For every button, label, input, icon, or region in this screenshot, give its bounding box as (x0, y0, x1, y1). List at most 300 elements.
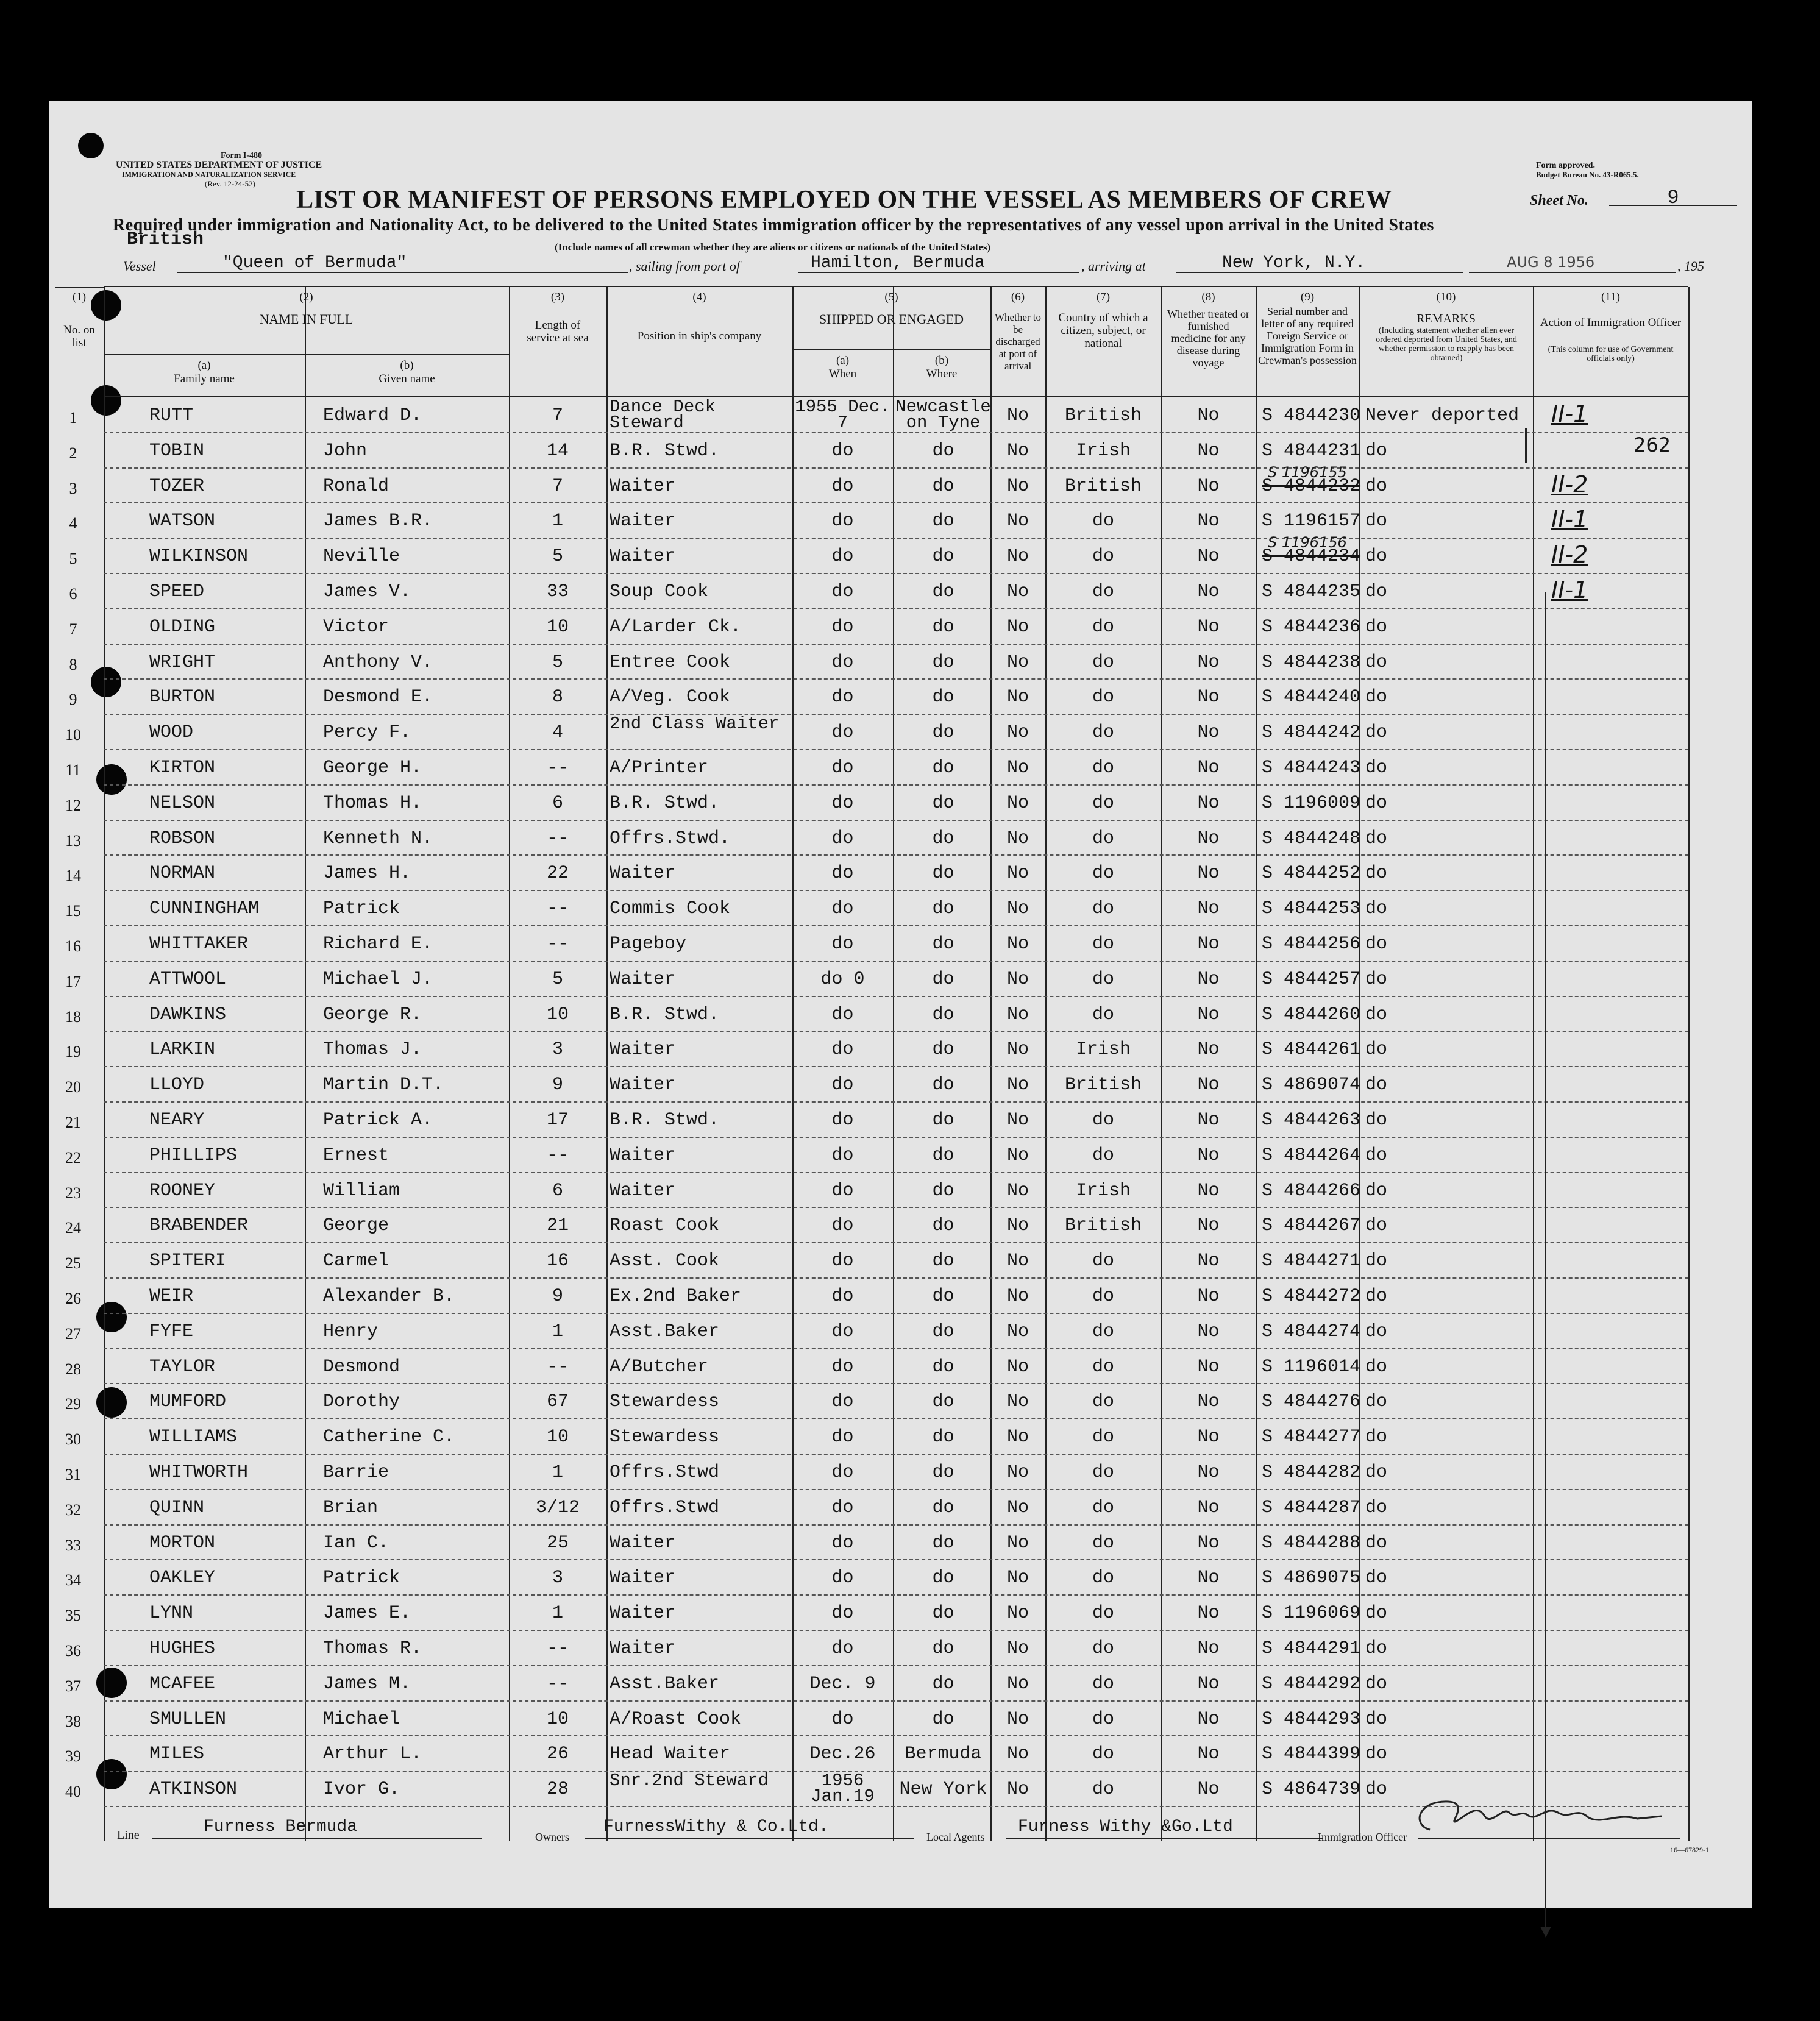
cell-treated: No (1197, 1215, 1220, 1237)
cell-discharged: No (1006, 581, 1029, 602)
cell-service: 9 (552, 1074, 563, 1096)
cell-remarks: Never deported (1365, 405, 1520, 426)
cell-given: Michael (323, 1708, 400, 1730)
cell-where: do (932, 1638, 954, 1659)
cell-treated: No (1197, 1462, 1220, 1483)
cell-given: Thomas R. (323, 1638, 422, 1659)
budget-bureau: Budget Bureau No. 43-R065.5. (1536, 170, 1639, 179)
cell-treated: No (1197, 440, 1220, 461)
cell-where: do (932, 863, 954, 884)
cell-discharged: No (1006, 1251, 1029, 1272)
cell-discharged: No (1006, 828, 1029, 849)
col5a-header: When (828, 368, 857, 380)
cell-treated: No (1197, 1286, 1220, 1307)
cell-serial: S 4844271 (1262, 1251, 1361, 1272)
cell-serial: S 4844277 (1262, 1427, 1361, 1448)
cell-discharged: No (1006, 616, 1029, 638)
cell-country: do (1092, 1391, 1114, 1413)
cell-position: Offrs.Stwd (610, 1497, 720, 1518)
sheet-number-label: Sheet No. (1530, 193, 1588, 208)
table-row (65, 1172, 1688, 1209)
cell-remarks: do (1365, 1603, 1388, 1624)
row-number: 23 (65, 1184, 81, 1202)
cell-treated: No (1197, 863, 1220, 884)
col9-number: (9) (1300, 291, 1315, 304)
cell-country: do (1092, 616, 1114, 638)
cell-treated: No (1197, 1744, 1220, 1765)
cell-treated: No (1197, 1708, 1220, 1730)
cell-when: do (831, 581, 854, 602)
cell-discharged: No (1006, 1145, 1029, 1166)
cell-treated: No (1197, 1497, 1220, 1518)
cell-when: do (831, 1074, 854, 1096)
cell-serial: S 4844264 (1262, 1145, 1361, 1166)
cell-where: Newcastle on Tyne (895, 397, 991, 433)
cell-treated: No (1197, 581, 1220, 602)
row-number: 17 (65, 972, 81, 990)
cell-where: do (932, 934, 954, 954)
cell-when: do (831, 758, 854, 778)
cell-country: British (1064, 405, 1142, 426)
cell-given: Ronald (323, 475, 389, 497)
cell-serial: S 4844232 (1262, 475, 1361, 497)
row-number: 11 (65, 761, 81, 779)
col9-header: Serial number and letter of any required Foreign Service or Immigration Form in Crewman's possession (1258, 305, 1357, 366)
cell-when: do (831, 1356, 854, 1377)
cell-discharged: No (1006, 792, 1029, 814)
cell-remarks: do (1365, 1532, 1388, 1554)
cell-when: do (831, 1286, 854, 1307)
cell-when: do (831, 934, 854, 954)
cell-position: Waiter (610, 1603, 676, 1624)
cell-service: 14 (546, 440, 569, 461)
department-name: UNITED STATES DEPARTMENT OF JUSTICE (116, 160, 322, 170)
cell-serial: S 1196069 (1262, 1603, 1361, 1624)
cell-family: WRIGHT (149, 652, 216, 673)
cell-remarks: do (1365, 1110, 1388, 1131)
cell-remarks: do (1365, 1673, 1388, 1694)
action-mark: II-1 (1551, 577, 1588, 603)
table-row (69, 463, 1688, 504)
cell-country: do (1092, 828, 1114, 849)
cell-country: do (1092, 863, 1114, 884)
cell-service: -- (546, 758, 569, 778)
footer-line-field: Furness Bermuda (152, 1817, 482, 1839)
cell-serial: S 4844261 (1262, 1039, 1361, 1060)
cell-country: do (1092, 1427, 1114, 1448)
cell-family: WATSON (149, 511, 216, 532)
row-number: 38 (65, 1712, 81, 1730)
cell-given: Richard E. (323, 934, 433, 954)
table-row (65, 1101, 1688, 1138)
cell-position: Stewardess (610, 1427, 720, 1448)
cell-country: do (1092, 722, 1114, 744)
cell-family: WILKINSON (149, 546, 249, 567)
table-row (65, 1665, 1688, 1702)
row-number: 6 (69, 585, 77, 603)
cell-treated: No (1197, 1603, 1220, 1624)
cell-discharged: No (1006, 1744, 1029, 1765)
row-number: 13 (65, 831, 81, 850)
arrival-port-field: New York, N.Y. (1176, 254, 1463, 273)
cell-country: do (1092, 898, 1114, 920)
cell-when: do (831, 1039, 854, 1060)
cell-treated: No (1197, 1779, 1220, 1800)
cell-country: do (1092, 968, 1114, 990)
serial-correction: S 1196156 (1268, 534, 1347, 552)
cell-treated: No (1197, 1427, 1220, 1448)
cell-remarks: do (1365, 968, 1388, 990)
cell-remarks: do (1365, 898, 1388, 920)
cell-serial: S 4869074 (1262, 1074, 1361, 1096)
cell-country: Irish (1075, 1180, 1131, 1201)
cell-country: do (1092, 546, 1114, 567)
cell-service: -- (546, 1673, 569, 1694)
cell-treated: No (1197, 1321, 1220, 1342)
cell-country: do (1092, 1638, 1114, 1659)
cell-where: do (932, 1532, 954, 1554)
cell-given: John (323, 440, 368, 461)
row-number: 30 (65, 1430, 81, 1449)
cell-treated: No (1197, 405, 1220, 426)
table-row (65, 1630, 1688, 1666)
table-row (65, 996, 1688, 1032)
cell-service: -- (546, 1638, 569, 1659)
cell-given: Brian (323, 1497, 379, 1518)
cell-country: do (1092, 1321, 1114, 1342)
cell-country: British (1064, 1215, 1142, 1237)
col5b-number: (b) (934, 354, 949, 367)
cell-discharged: No (1006, 758, 1029, 778)
cell-serial: S 4844266 (1262, 1180, 1361, 1201)
cell-remarks: do (1365, 1638, 1388, 1659)
cell-country: Irish (1075, 440, 1131, 461)
cell-family: OLDING (149, 616, 216, 638)
cell-position: Asst. Cook (610, 1251, 720, 1272)
cell-service: 1 (552, 1462, 563, 1483)
cell-where: do (932, 1145, 954, 1166)
cell-discharged: No (1006, 687, 1029, 708)
row-number: 27 (65, 1324, 81, 1343)
cell-serial: S 4844291 (1262, 1638, 1361, 1659)
cell-family: SPITERI (149, 1251, 227, 1272)
cell-remarks: do (1365, 687, 1388, 708)
cell-discharged: No (1006, 405, 1029, 426)
cell-where: do (932, 511, 954, 532)
annotation-262: 262 (1633, 433, 1671, 456)
cell-serial: S 4844288 (1262, 1532, 1361, 1554)
cell-where: do (932, 1039, 954, 1060)
cell-when: do (831, 616, 854, 638)
cell-position: Waiter (610, 1145, 676, 1166)
cell-country: do (1092, 792, 1114, 814)
vessel-label: Vessel (123, 258, 156, 274)
table-row (65, 1524, 1688, 1561)
cell-remarks: do (1365, 1286, 1388, 1307)
cell-family: FYFE (149, 1321, 194, 1342)
cell-treated: No (1197, 1391, 1220, 1413)
cell-discharged: No (1006, 1215, 1029, 1237)
cell-family: TOBIN (149, 440, 205, 461)
cell-service: 10 (546, 1004, 569, 1025)
cell-where: do (932, 758, 954, 778)
cell-discharged: No (1006, 1004, 1029, 1025)
table-row (65, 784, 1688, 821)
col7-number: (7) (1096, 291, 1111, 304)
col8-number: (8) (1201, 291, 1215, 304)
cell-remarks: do (1365, 1356, 1388, 1377)
cell-treated: No (1197, 1568, 1220, 1589)
cell-where: do (932, 1603, 954, 1624)
cell-position: A/Larder Ck. (610, 616, 742, 638)
cell-remarks: do (1365, 792, 1388, 814)
cell-service: 21 (546, 1215, 569, 1237)
row-number: 8 (69, 655, 77, 673)
cell-discharged: No (1006, 475, 1029, 497)
manifest-sheet (49, 101, 1752, 1908)
cell-serial: S 4844243 (1262, 758, 1361, 778)
cell-discharged: No (1006, 1391, 1029, 1413)
cell-country: do (1092, 1356, 1114, 1377)
cell-position: Head Waiter (610, 1744, 731, 1765)
punch-hole (78, 133, 104, 158)
table-row (69, 644, 1688, 680)
cell-discharged: No (1006, 1497, 1029, 1518)
cell-when: Dec.26 (809, 1744, 876, 1765)
cell-given: Carmel (323, 1251, 389, 1272)
cell-where: do (932, 1708, 954, 1730)
cell-remarks: do (1365, 863, 1388, 884)
cell-position: Asst.Baker (610, 1321, 720, 1342)
cell-discharged: No (1006, 1638, 1029, 1659)
cell-given: William (323, 1180, 400, 1201)
row-number: 32 (65, 1501, 81, 1519)
cell-serial: S 4844230 (1262, 405, 1361, 426)
cell-serial: S 4844276 (1262, 1391, 1361, 1413)
cell-discharged: No (1006, 652, 1029, 673)
cell-when: do (831, 1708, 854, 1730)
cell-where: do (932, 1497, 954, 1518)
action-mark: II-1 (1551, 506, 1588, 533)
cell-when: do (831, 1497, 854, 1518)
arrival-date-field (1469, 254, 1676, 273)
cell-country: do (1092, 1603, 1114, 1624)
cell-serial: S 4844272 (1262, 1286, 1361, 1307)
cell-position: Waiter (610, 1074, 676, 1096)
row-number: 24 (65, 1219, 81, 1237)
cell-remarks: do (1365, 581, 1388, 602)
cell-remarks: do (1365, 652, 1388, 673)
cell-family: WHITTAKER (149, 934, 249, 954)
cell-position: Roast Cook (610, 1215, 720, 1237)
cell-given: Neville (323, 546, 400, 567)
cell-position: Offrs.Stwd (610, 1462, 720, 1483)
cell-service: 22 (546, 863, 569, 884)
cell-family: PHILLIPS (149, 1145, 238, 1166)
cell-serial: S 1196009 (1262, 792, 1361, 814)
cell-serial: S 4844253 (1262, 898, 1361, 920)
footer-owners-field: FurnessWithy & Co.Ltd. (585, 1817, 914, 1839)
cell-given: Catherine C. (323, 1427, 455, 1448)
cell-family: BRABENDER (149, 1215, 249, 1237)
cell-given: Dorothy (323, 1391, 400, 1413)
cell-given: Thomas J. (323, 1039, 422, 1060)
cell-remarks: do (1365, 1568, 1388, 1589)
footer-line-label: Line (117, 1828, 140, 1842)
col11-number: (11) (1601, 291, 1620, 304)
cell-treated: No (1197, 898, 1220, 920)
manifest-title: LIST OR MANIFEST OF PERSONS EMPLOYED ON THE VESSEL AS MEMBERS OF CREW (296, 186, 1392, 214)
cell-discharged: No (1006, 1568, 1029, 1589)
col2a-header: Family name (174, 372, 235, 385)
cell-where: do (932, 1110, 954, 1131)
cell-position: A/Roast Cook (610, 1708, 742, 1730)
row-number: 28 (65, 1360, 81, 1378)
cell-given: Desmond E. (323, 687, 433, 708)
col4-number: (4) (692, 291, 706, 304)
table-row (65, 1207, 1688, 1243)
nationality-typed: British (127, 229, 204, 250)
cell-treated: No (1197, 1039, 1220, 1060)
cell-where: do (932, 722, 954, 744)
cell-given: James V. (323, 581, 411, 602)
cell-discharged: No (1006, 546, 1029, 567)
cell-given: Ian C. (323, 1532, 389, 1554)
cell-family: ATKINSON (149, 1779, 238, 1800)
col1-number: (1) (72, 291, 87, 304)
cell-serial: S 4844399 (1262, 1744, 1361, 1765)
cell-when: do (831, 1603, 854, 1624)
row-number: 21 (65, 1114, 81, 1131)
cell-where: do (932, 1074, 954, 1096)
row-number: 4 (69, 514, 77, 533)
cell-position: Waiter (610, 1039, 676, 1060)
cell-when: do (831, 722, 854, 744)
cell-country: do (1092, 687, 1114, 708)
cell-discharged: No (1006, 722, 1029, 744)
cell-service: 17 (546, 1110, 569, 1131)
year-suffix: , 195 (1677, 258, 1704, 274)
cell-service: 67 (546, 1391, 569, 1413)
cell-remarks: do (1365, 511, 1388, 532)
cell-where: New York (899, 1779, 987, 1800)
cell-country: do (1092, 652, 1114, 673)
cell-serial: S 1196014 (1262, 1356, 1361, 1377)
cell-family: SMULLEN (149, 1708, 227, 1730)
cell-position: Waiter (610, 863, 676, 884)
cell-service: 25 (546, 1532, 569, 1554)
cell-family: WOOD (149, 722, 194, 744)
col7-header: Country of which a citizen, subject, or national (1058, 311, 1148, 350)
cell-country: do (1092, 1110, 1114, 1131)
cell-given: James E. (323, 1603, 411, 1624)
row-number: 22 (65, 1148, 81, 1167)
officer-signature-field (1418, 1817, 1680, 1839)
cell-country: do (1092, 934, 1114, 954)
cell-discharged: No (1006, 934, 1029, 954)
service-name: IMMIGRATION AND NATURALIZATION SERVICE (122, 170, 296, 179)
cell-country: do (1092, 1462, 1114, 1483)
cell-where: do (932, 652, 954, 673)
table-row (65, 1031, 1688, 1067)
action-arrow-line (1545, 592, 1546, 1930)
cell-serial: S 1196157 (1262, 511, 1361, 532)
cell-remarks: do (1365, 1039, 1388, 1060)
cell-service: 26 (546, 1744, 569, 1765)
cell-where: do (932, 1673, 954, 1694)
cell-given: Martin D.T. (323, 1074, 444, 1096)
cell-family: MORTON (149, 1532, 216, 1554)
row-number: 19 (65, 1043, 81, 1061)
table-row (65, 1454, 1688, 1490)
row-number: 34 (65, 1571, 81, 1589)
cell-where: do (932, 968, 954, 990)
cell-country: do (1092, 581, 1114, 602)
cell-family: ROONEY (149, 1180, 216, 1201)
cell-service: 6 (552, 1180, 563, 1201)
action-mark: II-2 (1551, 471, 1588, 498)
table-row (65, 1559, 1688, 1596)
cell-treated: No (1197, 1145, 1220, 1166)
col2b-header: Given name (379, 372, 435, 385)
cell-discharged: No (1006, 898, 1029, 920)
cell-discharged: No (1006, 1532, 1029, 1554)
cell-where: do (932, 1004, 954, 1025)
cell-when: do (831, 440, 854, 461)
cell-when: do (831, 863, 854, 884)
cell-discharged: No (1006, 440, 1029, 461)
table-row (65, 820, 1688, 856)
cell-given: Patrick (323, 1568, 400, 1589)
cell-family: RUTT (149, 405, 194, 426)
row-number: 35 (65, 1607, 81, 1625)
cell-remarks: do (1365, 1427, 1388, 1448)
cell-service: -- (546, 934, 569, 954)
cell-when: do (831, 1004, 854, 1025)
col2-number: (2) (299, 291, 313, 304)
cell-country: British (1064, 1074, 1142, 1096)
cell-given: Patrick A. (323, 1110, 433, 1131)
cell-serial: S 4844235 (1262, 581, 1361, 602)
cell-serial: S 4844260 (1262, 1004, 1361, 1025)
manifest-subtitle: Required under immigration and Nationality Act, to be delivered to the United States immigration officer by the representatives of any vessel upon arrival in the United States (113, 216, 1434, 235)
vessel-name-field: "Queen of Bermuda" (177, 254, 628, 273)
cell-treated: No (1197, 1673, 1220, 1694)
cell-country: do (1092, 1779, 1114, 1800)
row-number: 16 (65, 937, 81, 955)
cell-remarks: do (1365, 1004, 1388, 1025)
action-arrow-head (1540, 1927, 1551, 1938)
cell-where: do (932, 581, 954, 602)
cell-country: do (1092, 1251, 1114, 1272)
cell-family: TOZER (149, 475, 205, 497)
row-number: 10 (65, 726, 81, 744)
cell-when: do (831, 1391, 854, 1413)
cell-service: 3/12 (535, 1497, 580, 1518)
form-revision: (Rev. 12-24-52) (205, 179, 255, 188)
cell-service: 8 (552, 687, 563, 708)
cell-discharged: No (1006, 1286, 1029, 1307)
cell-treated: No (1197, 758, 1220, 778)
cell-position: B.R. Stwd. (610, 792, 720, 814)
table-row (69, 397, 1688, 433)
cell-country: do (1092, 1004, 1114, 1025)
col2a-number: (a) (197, 359, 211, 372)
cell-discharged: No (1006, 1603, 1029, 1624)
table-row (65, 854, 1688, 891)
col4-header: Position in ship's company (637, 330, 762, 343)
cell-service: -- (546, 1356, 569, 1377)
